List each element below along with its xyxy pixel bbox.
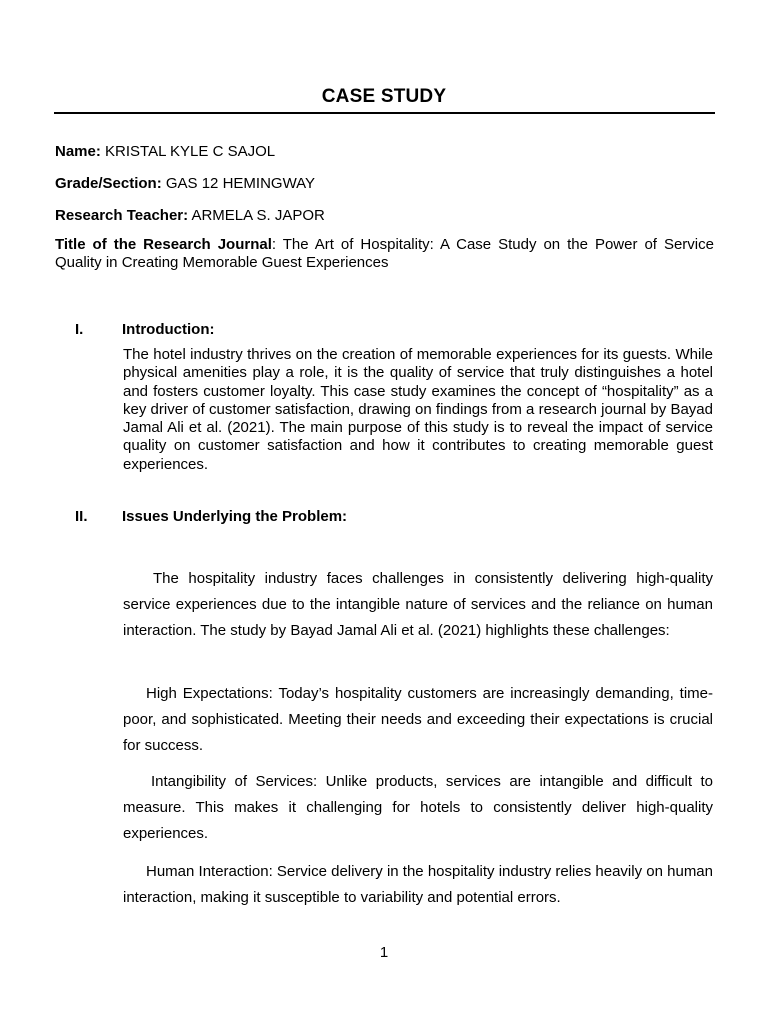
issue-high-expectations: High Expectations: Today’s hospitality customers are increasingly demanding, time-poor, and sophisticated. Meeting their needs and exceeding their expectations is crucial for success. [123, 685, 713, 754]
page-number: 1 [379, 944, 389, 961]
research-teacher-value: ARMELA S. JAPOR [188, 207, 325, 224]
journal-title-line [55, 236, 714, 271]
grade-section-label: Grade/Section: [55, 175, 162, 192]
document-title: CASE STUDY [321, 86, 447, 107]
section-heading-issues [75, 508, 347, 525]
section-title: Introduction: [122, 321, 215, 338]
journal-title-label: Title of the Research Journal [55, 236, 272, 253]
research-teacher-line [55, 207, 715, 224]
introduction-paragraph: The hotel industry thrives on the creation of memorable experiences for its guests. While physical amenities play a role, it is the quality of service that truly distinguishes a hotel and fosters customer loyalty. This case study examines the concept of “hospitality” as a key driver of customer satisfaction, drawing on findings from a research journal by Bayad Jamal Ali et al. (2021). The main purpose of this study is to reveal the impact of service quality on customer satisfaction and how it contributes to creating memorable guest experiences. [123, 346, 713, 473]
section-title: Issues Underlying the Problem: [122, 508, 348, 525]
journal-title-value: : The Art of Hospitality: A Case Study on the Power of Service Quality in Creating Memorable Guest Experiences [55, 236, 714, 271]
research-teacher-label: Research Teacher: [55, 207, 189, 224]
issues-intro-paragraph: The hospitality industry faces challenges in consistently delivering high-quality service experiences due to the intangible nature of services and the reliance on human interaction. The study by Bayad Jamal Ali et al. (2021) highlights these challenges: [123, 570, 713, 639]
title-underline [54, 112, 715, 114]
grade-section-value: GAS 12 HEMINGWAY [161, 175, 316, 192]
section-number: II. [75, 508, 88, 525]
section-number: I. [75, 321, 84, 338]
section-heading-introduction [75, 321, 214, 338]
grade-section-line [55, 175, 715, 192]
issue-intangibility: Intangibility of Services: Unlike products, services are intangible and difficult to measure. This makes it challenging for hotels to consistently deliver high-quality experiences. [123, 773, 713, 842]
name-value: KRISTAL KYLE C SAJOL [100, 143, 276, 160]
name-label: Name: [55, 143, 101, 160]
issue-human-interaction: Human Interaction: Service delivery in the hospitality industry relies heavily on human interaction, making it susceptible to variability and potential errors. [123, 863, 713, 906]
student-name-line [55, 143, 715, 160]
